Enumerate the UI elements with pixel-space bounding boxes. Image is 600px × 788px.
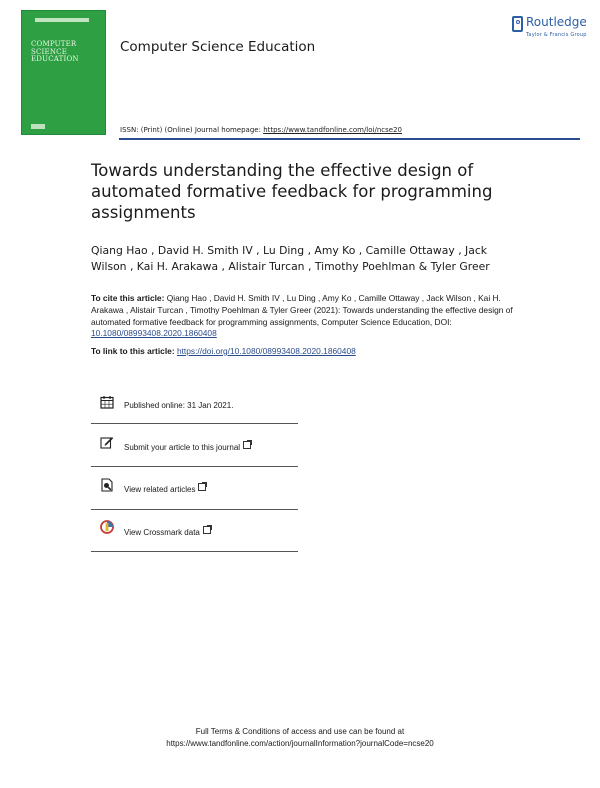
article-title: Towards understanding the effective design of automated formative feedback for programming assignments (91, 161, 493, 222)
submit-article-box[interactable] (91, 424, 298, 467)
footer-terms-text: Full Terms & Conditions of access and use can be found at (195, 727, 405, 736)
citation-text: Qiang Hao , David H. Smith IV , Lu Ding , Amy Ko , Camille Ottaway , Jack Wilson , Kai H. Arakawa , Alistair Turcan , Timothy Poehlman & Tyler Greer (2021): Towards understanding the effective design of automated formative feedback for programming assignments, Computer Science Education, DOI: (91, 293, 513, 327)
related-articles-label: View related articles (124, 485, 196, 494)
publisher-subtitle: Taylor & Francis Group (526, 32, 587, 38)
issn-line (120, 126, 402, 134)
footer-terms-link[interactable]: https://www.tandfonline.com/action/journalInformation?journalCode=ncse20 (166, 738, 434, 748)
crossmark-icon (100, 520, 114, 534)
external-link-icon (198, 483, 206, 491)
publisher-name: Routledge (526, 15, 587, 29)
journal-cover-image (21, 10, 106, 135)
related-articles-link[interactable] (124, 484, 206, 494)
article-authors: Qiang Hao , David H. Smith IV , Lu Ding , Amy Ko , Camille Ottaway , Jack Wilson , Kai H. Arakawa , Alistair Turcan , Timothy Poehlman & Tyler Greer (91, 244, 490, 273)
routledge-r-icon (512, 16, 523, 32)
calendar-icon (100, 395, 114, 409)
doi-link[interactable]: 10.1080/08993408.2020.1860408 (91, 328, 217, 339)
journal-homepage-link[interactable]: https://www.tandfonline.com/loi/ncse20 (263, 126, 402, 134)
cover-title: COMPUTER SCIENCE EDUCATION (31, 40, 79, 63)
citation-label: To cite this article: (91, 293, 165, 303)
cover-strip (35, 18, 89, 22)
citation-block (91, 293, 521, 340)
related-articles-box[interactable] (91, 466, 298, 510)
submit-article-label: Submit your article to this journal (124, 443, 241, 452)
footer (0, 726, 600, 749)
external-link-icon (203, 526, 211, 534)
routledge-logo (512, 14, 596, 42)
pencil-submit-icon (100, 435, 114, 449)
search-document-icon (100, 478, 114, 492)
link-label: To link to this article: (91, 346, 175, 356)
published-online-box (91, 391, 298, 424)
issn-label: ISSN: (Print) (Online) Journal homepage: (120, 126, 261, 134)
published-online-text: Published online: 31 Jan 2021. (124, 401, 234, 410)
crossmark-box[interactable] (91, 509, 298, 552)
crossmark-link[interactable] (124, 527, 211, 537)
submit-article-link[interactable] (124, 442, 251, 452)
article-link-line (91, 346, 521, 358)
crossmark-label: View Crossmark data (124, 528, 200, 537)
external-link-icon (243, 441, 251, 449)
journal-title: Computer Science Education (120, 39, 316, 55)
cover-publisher-mark (31, 124, 45, 129)
header-divider (119, 138, 580, 140)
article-doi-url[interactable]: https://doi.org/10.1080/08993408.2020.1860408 (176, 346, 356, 356)
